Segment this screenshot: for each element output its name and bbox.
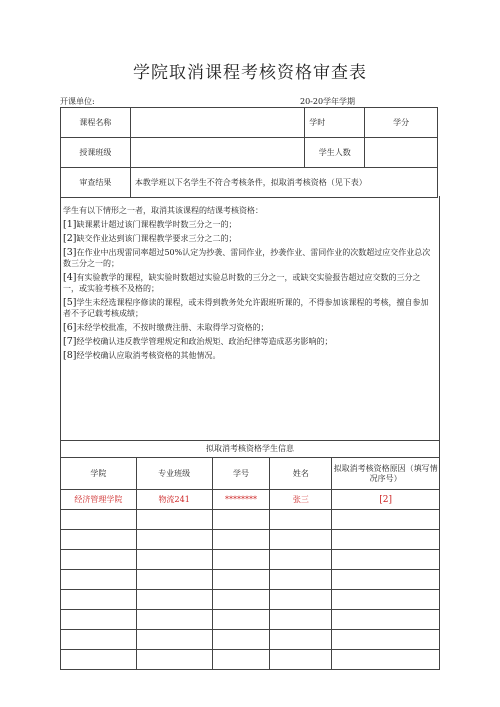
form-title: 学院取消课程考核资格审查表 — [133, 63, 367, 83]
table-cell[interactable] — [212, 590, 270, 610]
table-cell[interactable] — [61, 550, 137, 570]
table-row — [61, 530, 440, 550]
reason-number: [1] — [63, 219, 77, 230]
reason-number: [4] — [63, 272, 77, 283]
reason-item — [63, 272, 435, 294]
reason-item — [63, 233, 435, 244]
column-header: 专业班级 — [136, 458, 212, 490]
table-cell[interactable] — [332, 530, 440, 550]
course-info-table — [60, 107, 438, 198]
table-cell[interactable] — [270, 570, 332, 590]
table-row — [61, 510, 440, 530]
table-cell[interactable] — [212, 550, 270, 570]
table-cell[interactable] — [332, 610, 440, 630]
reason-number: [7] — [63, 336, 77, 347]
table-cell[interactable] — [332, 650, 440, 670]
table-cell[interactable] — [212, 630, 270, 650]
review-result-label: 审查结果 — [61, 168, 131, 198]
course-name-value[interactable] — [130, 108, 304, 138]
reason-text: 缺课累计超过该门课程教学时数三分之一的； — [76, 220, 237, 229]
reason-text: 学生未经选课程序修读的课程，或未得到教务处允许跟班听课的，不得参加该课程的考核，擅自参加者不予记载考核成绩； — [63, 298, 429, 318]
table-cell[interactable] — [332, 570, 440, 590]
table-cell[interactable]: 物流241 — [136, 490, 212, 510]
table-row — [61, 490, 440, 510]
table-cell[interactable] — [61, 570, 137, 590]
table-cell[interactable] — [136, 550, 212, 570]
table-row — [61, 610, 440, 630]
course-unit-label: 开课单位: — [60, 97, 95, 106]
table-cell[interactable]: ******** — [212, 490, 270, 510]
table-cell[interactable] — [212, 650, 270, 670]
table-cell[interactable] — [332, 550, 440, 570]
table-cell[interactable] — [136, 530, 212, 550]
table-cell[interactable] — [212, 530, 270, 550]
table-cell[interactable] — [61, 510, 137, 530]
table-cell[interactable] — [270, 550, 332, 570]
reason-item — [63, 322, 435, 333]
table-cell[interactable] — [332, 510, 440, 530]
student-count-label: 学生人数 — [305, 138, 365, 168]
table-cell[interactable] — [136, 610, 212, 630]
table-cell[interactable] — [332, 590, 440, 610]
table-header-row — [61, 458, 440, 490]
column-header: 姓名 — [270, 458, 332, 490]
table-cell[interactable]: 张三 — [270, 490, 332, 510]
reason-item — [63, 297, 435, 319]
reasons-intro: 学生有以下情形之一者，取消其该课程的结课考核资格： — [63, 206, 263, 215]
reason-number: [8] — [63, 350, 77, 361]
table-cell[interactable] — [136, 650, 212, 670]
table-cell[interactable] — [61, 630, 137, 650]
table-cell[interactable] — [136, 510, 212, 530]
column-header: 拟取消考核资格原因（填写情况序号） — [332, 458, 440, 490]
reason-text: 有实验教学的课程，缺实验时数超过实验总时数的三分之一，或缺交实验报告超过应交数的三分之一，或实验考核不及格的； — [63, 273, 421, 293]
reason-text: 经学校确认应取消考核资格的其他情况。 — [76, 351, 221, 360]
table-cell[interactable] — [212, 510, 270, 530]
reason-text: 缺交作业达到该门课程教学要求三分之二的； — [76, 234, 237, 243]
table-cell[interactable] — [270, 510, 332, 530]
academic-term-label: 20-20学年学期 — [300, 97, 356, 106]
class-label: 授课班级 — [61, 138, 131, 168]
table-cell[interactable] — [212, 570, 270, 590]
course-name-label: 课程名称 — [61, 108, 131, 138]
reason-number: [6] — [63, 322, 77, 333]
reason-text: 未经学校批准，不按时缴费注册、未取得学习资格的； — [76, 323, 269, 332]
reason-number: [5] — [63, 297, 77, 308]
credits-label: 学分 — [365, 108, 438, 138]
student-list-title: 拟取消考核资格学生信息 — [60, 440, 440, 458]
table-cell[interactable]: [2] — [332, 490, 440, 510]
table-cell[interactable] — [270, 630, 332, 650]
table-cell[interactable] — [61, 590, 137, 610]
review-result-text: 本教学班以下名学生不符合考核条件，拟取消考核资格（见下表） — [130, 168, 437, 198]
reason-item — [63, 247, 435, 269]
table-cell[interactable] — [61, 530, 137, 550]
column-header: 学号 — [212, 458, 270, 490]
class-hours-label: 学时 — [305, 108, 365, 138]
student-list-table — [60, 457, 440, 670]
table-row — [61, 630, 440, 650]
table-cell[interactable] — [136, 630, 212, 650]
reason-item — [63, 219, 435, 230]
table-cell[interactable] — [61, 610, 137, 630]
table-cell[interactable] — [270, 650, 332, 670]
class-value[interactable] — [130, 138, 304, 168]
table-cell[interactable] — [136, 590, 212, 610]
table-cell[interactable] — [270, 530, 332, 550]
reason-number: [2] — [63, 233, 77, 244]
disqualification-reasons — [60, 196, 440, 441]
table-cell[interactable] — [332, 630, 440, 650]
table-cell[interactable] — [136, 570, 212, 590]
table-cell[interactable]: 经济管理学院 — [61, 490, 137, 510]
student-count-value[interactable] — [365, 138, 438, 168]
reasons-list — [61, 219, 439, 361]
table-row — [61, 590, 440, 610]
reason-number: [3] — [63, 247, 77, 258]
column-header: 学院 — [61, 458, 137, 490]
table-cell[interactable] — [270, 610, 332, 630]
table-row — [61, 570, 440, 590]
table-row — [61, 550, 440, 570]
table-cell[interactable] — [212, 610, 270, 630]
table-cell[interactable] — [61, 650, 137, 670]
reason-text: 经学校确认违反教学管理规定和政治规矩、政治纪律等造成恶劣影响的； — [76, 337, 333, 346]
table-row — [61, 650, 440, 670]
reason-text: 在作业中出现雷同率超过50%认定为抄袭、雷同作业，抄袭作业、雷同作业的次数超过应交作业总次数三分之一的； — [63, 248, 431, 268]
reason-item — [63, 350, 435, 361]
table-cell[interactable] — [270, 590, 332, 610]
reason-item — [63, 336, 435, 347]
